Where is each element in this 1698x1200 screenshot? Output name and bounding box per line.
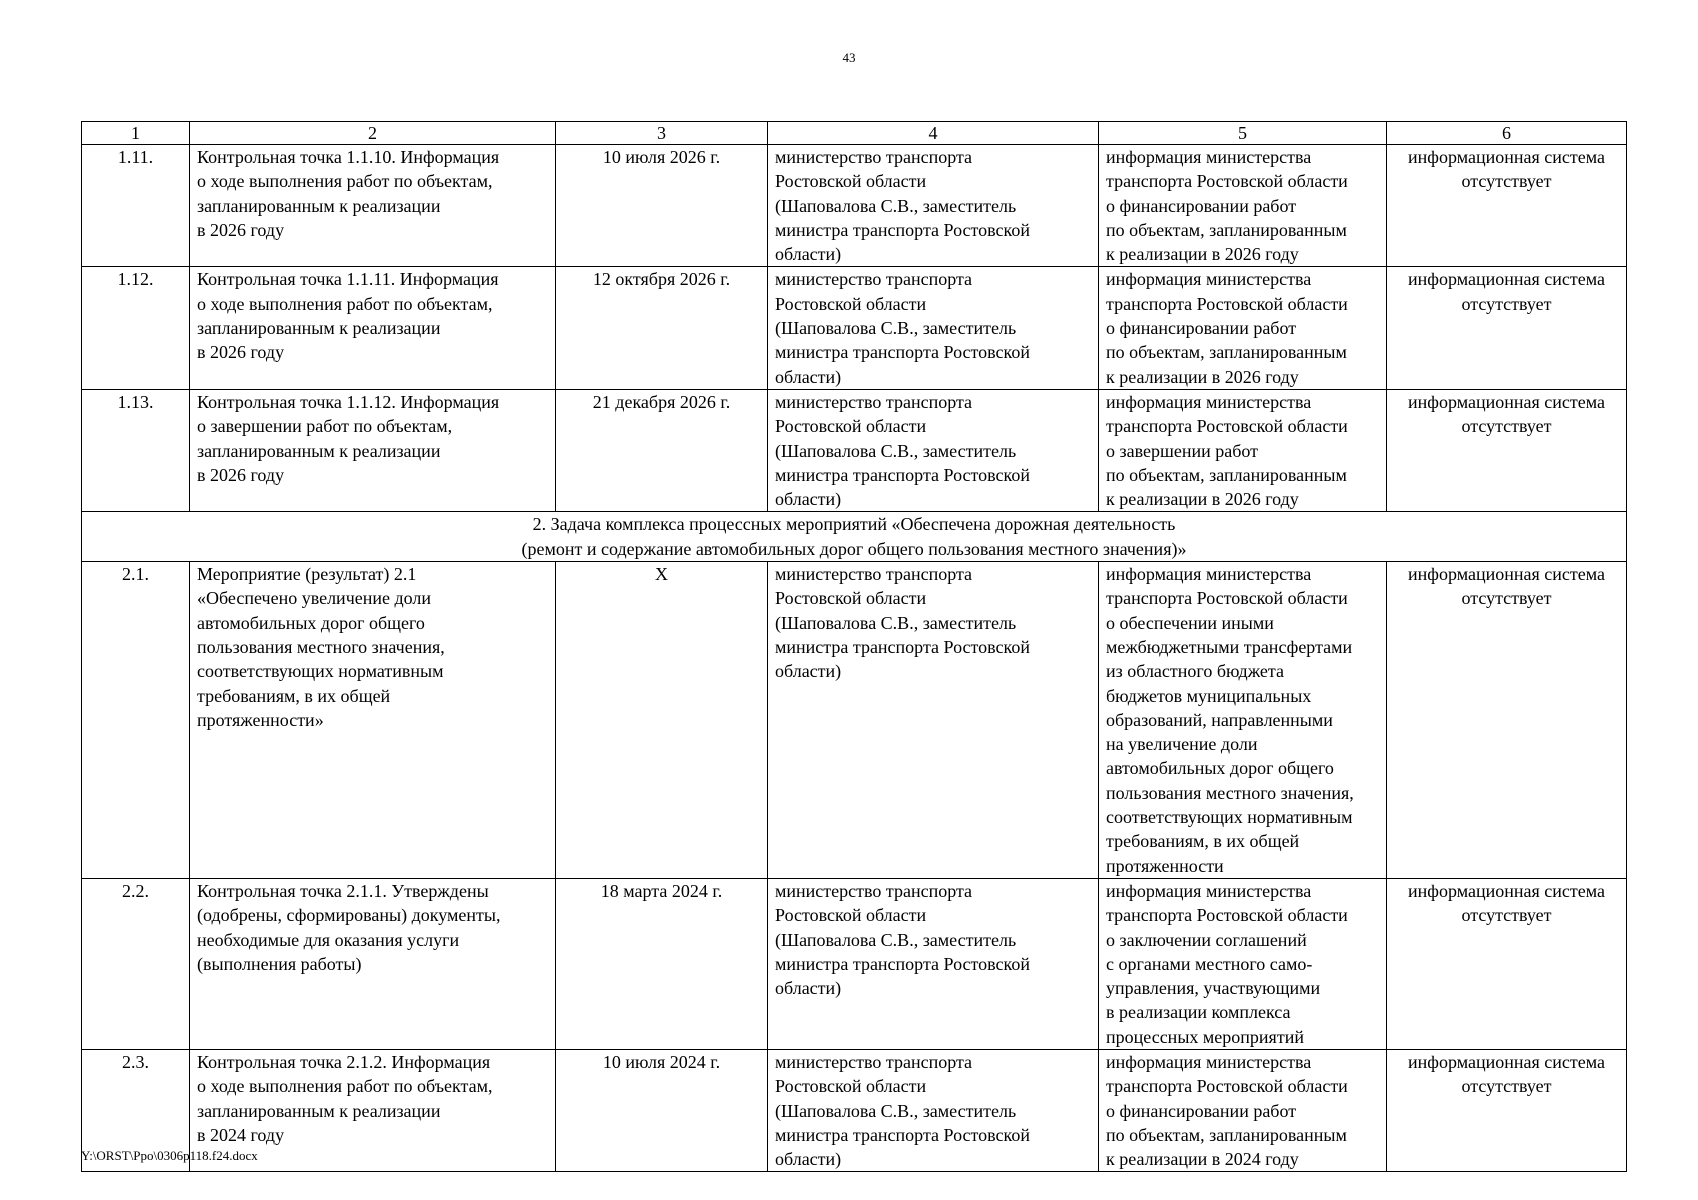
deadline-cell: 18 марта 2024 г. xyxy=(556,878,768,1049)
row-number-cell: 1.13. xyxy=(82,389,190,511)
document-line: транспорта Ростовской области xyxy=(1106,905,1348,926)
information-system-line: отсутствует xyxy=(1461,293,1552,314)
row-number-cell: 1.11. xyxy=(82,145,190,267)
document-cell xyxy=(1099,389,1387,511)
document-line: по объектам, запланированным xyxy=(1106,342,1347,363)
document-line: к реализации в 2026 году xyxy=(1106,366,1299,387)
responsible-line: министерство транспорта xyxy=(775,147,973,167)
column-header: 3 xyxy=(556,122,768,145)
responsible-cell xyxy=(768,267,1099,389)
responsible-cell xyxy=(768,1049,1099,1171)
row-number-cell: 2.2. xyxy=(82,878,190,1049)
responsible-line: министерство транспорта xyxy=(775,1051,973,1072)
responsible-line: Ростовской области xyxy=(775,293,927,314)
document-line: о обеспечении иными xyxy=(1106,612,1274,633)
event-name-line: необходимые для оказания услуги xyxy=(197,929,460,950)
event-name-line: Контрольная точка 2.1.1. Утверждены xyxy=(197,880,489,901)
information-system-cell xyxy=(1387,145,1627,267)
responsible-cell xyxy=(768,562,1099,879)
responsible-line: (Шаповалова С.В., заместитель xyxy=(775,440,1017,461)
deadline-cell: Х xyxy=(556,562,768,879)
responsible-line: (Шаповалова С.В., заместитель xyxy=(775,1100,1017,1121)
event-name-cell xyxy=(190,562,556,879)
document-line: процессных мероприятий xyxy=(1106,1026,1304,1047)
information-system-cell xyxy=(1387,878,1627,1049)
row-number-cell: 2.1. xyxy=(82,562,190,879)
document-line: бюджетов муниципальных xyxy=(1106,685,1312,706)
information-system-line: отсутствует xyxy=(1461,416,1552,437)
document-line: информация министерства xyxy=(1106,1051,1312,1072)
deadline-cell: 21 декабря 2026 г. xyxy=(556,389,768,511)
document-line: информация министерства xyxy=(1106,880,1312,901)
responsible-line: министра транспорта Ростовской xyxy=(775,219,1030,240)
event-name-line: о ходе выполнения работ по объектам, xyxy=(197,1076,493,1097)
document-line: по объектам, запланированным xyxy=(1106,1124,1347,1145)
event-name-line: автомобильных дорог общего xyxy=(197,612,425,633)
document-line: транспорта Ростовской области xyxy=(1106,588,1348,609)
document-line: по объектам, запланированным xyxy=(1106,464,1347,485)
document-line: соответствующих нормативным xyxy=(1106,807,1353,828)
document-line: образований, направленными xyxy=(1106,709,1333,730)
responsible-line: (Шаповалова С.В., заместитель xyxy=(775,612,1017,633)
information-system-line: информационная система xyxy=(1408,391,1605,412)
information-system-line: отсутствует xyxy=(1461,905,1552,926)
event-name-line: требованиям, в их общей xyxy=(197,685,391,706)
event-name-cell xyxy=(190,145,556,267)
event-name-line: Контрольная точка 2.1.2. Информация xyxy=(197,1051,491,1072)
responsible-line: области) xyxy=(775,244,842,265)
responsible-line: министра транспорта Ростовской xyxy=(775,1124,1030,1145)
responsible-line: министерство транспорта xyxy=(775,269,973,290)
table-row xyxy=(82,878,1627,1049)
document-line: транспорта Ростовской области xyxy=(1106,416,1348,437)
column-header: 2 xyxy=(190,122,556,145)
responsible-cell xyxy=(768,145,1099,267)
information-system-cell xyxy=(1387,267,1627,389)
document-line: к реализации в 2026 году xyxy=(1106,244,1299,265)
document-line: транспорта Ростовской области xyxy=(1106,293,1348,314)
document-line: управления, участвующими xyxy=(1106,978,1321,999)
document-line: с органами местного само- xyxy=(1106,953,1313,974)
information-system-line: информационная система xyxy=(1408,269,1605,290)
information-system-line: информационная система xyxy=(1408,564,1605,585)
event-name-line: в 2026 году xyxy=(197,342,285,363)
event-name-line: Контрольная точка 1.1.12. Информация xyxy=(197,391,500,412)
information-system-line: информационная система xyxy=(1408,880,1605,901)
task-heading-line: (ремонт и содержание автомобильных дорог общего пользования местного значения)» xyxy=(521,538,1187,559)
table-row xyxy=(82,145,1627,267)
event-name-line: (одобрены, сформированы) документы, xyxy=(197,905,501,926)
event-name-line: о ходе выполнения работ по объектам, xyxy=(197,293,493,314)
responsible-line: области) xyxy=(775,978,842,999)
table-row xyxy=(82,389,1627,511)
column-header: 4 xyxy=(768,122,1099,145)
responsible-line: (Шаповалова С.В., заместитель xyxy=(775,318,1017,339)
event-name-line: запланированным к реализации xyxy=(197,440,441,461)
responsible-line: области) xyxy=(775,489,842,510)
event-name-line: Контрольная точка 1.1.11. Информация xyxy=(197,269,499,290)
event-name-line: о ходе выполнения работ по объектам, xyxy=(197,171,493,192)
document-line: по объектам, запланированным xyxy=(1106,219,1347,240)
responsible-line: Ростовской области xyxy=(775,588,927,609)
event-name-line: запланированным к реализации xyxy=(197,1100,441,1121)
event-name-line: пользования местного значения, xyxy=(197,636,445,657)
event-name-cell xyxy=(190,878,556,1049)
document-line: информация министерства xyxy=(1106,564,1312,585)
event-name-line: протяженности» xyxy=(197,709,324,730)
rows-before-task xyxy=(82,145,1627,512)
page-number: 43 xyxy=(842,50,856,65)
event-name-line: запланированным к реализации xyxy=(197,195,441,216)
deadline-cell: 10 июля 2026 г. xyxy=(556,145,768,267)
responsible-line: министерство транспорта xyxy=(775,880,973,901)
table-row xyxy=(82,267,1627,389)
information-system-cell xyxy=(1387,562,1627,879)
responsible-cell xyxy=(768,878,1099,1049)
responsible-line: министерство транспорта xyxy=(775,564,973,585)
event-name-cell xyxy=(190,267,556,389)
document-line: в реализации комплекса xyxy=(1106,1002,1291,1023)
table-row xyxy=(82,562,1627,879)
rows-after-task xyxy=(82,562,1627,1172)
event-name-line: в 2026 году xyxy=(197,464,285,485)
column-header: 1 xyxy=(82,122,190,145)
responsible-cell xyxy=(768,389,1099,511)
responsible-line: Ростовской области xyxy=(775,416,927,437)
document-line: из областного бюджета xyxy=(1106,661,1284,682)
event-name-line: Мероприятие (результат) 2.1 xyxy=(197,564,417,585)
document-line: о завершении работ xyxy=(1106,440,1259,461)
responsible-line: Ростовской области xyxy=(775,171,927,192)
document-cell xyxy=(1099,878,1387,1049)
deadline-cell: 12 октября 2026 г. xyxy=(556,267,768,389)
document-line: информация министерства xyxy=(1106,269,1312,290)
responsible-line: Ростовской области xyxy=(775,905,927,926)
document-line: о финансировании работ xyxy=(1106,195,1297,216)
task-heading-row xyxy=(82,512,1627,562)
document-line: транспорта Ростовской области xyxy=(1106,171,1348,192)
responsible-line: министра транспорта Ростовской xyxy=(775,636,1030,657)
document-line: о финансировании работ xyxy=(1106,318,1297,339)
document-cell xyxy=(1099,1049,1387,1171)
column-header: 6 xyxy=(1387,122,1627,145)
event-name-line: в 2024 году xyxy=(197,1124,285,1145)
responsible-line: области) xyxy=(775,661,842,682)
document-line: межбюджетными трансфертами xyxy=(1106,636,1353,657)
document-line: требованиям, в их общей xyxy=(1106,831,1300,852)
task-heading-line: 2. Задача комплекса процессных мероприятий «Обеспечена дорожная деятельность xyxy=(532,514,1176,535)
row-number-cell: 2.3. xyxy=(82,1049,190,1171)
document-line: о заключении соглашений xyxy=(1106,929,1307,950)
file-path-footer: Y:\ORST\Ppo\0306p118.f24.docx xyxy=(81,1148,258,1163)
information-system-cell xyxy=(1387,1049,1627,1171)
task-heading xyxy=(82,512,1627,562)
document-line: к реализации в 2024 году xyxy=(1106,1149,1299,1170)
document-cell xyxy=(1099,562,1387,879)
document-cell xyxy=(1099,145,1387,267)
document-line: на увеличение доли xyxy=(1106,734,1258,755)
document-line: транспорта Ростовской области xyxy=(1106,1076,1348,1097)
event-name-line: запланированным к реализации xyxy=(197,318,441,339)
event-name-line: Контрольная точка 1.1.10. Информация xyxy=(197,147,500,167)
information-system-cell xyxy=(1387,389,1627,511)
responsible-line: Ростовской области xyxy=(775,1076,927,1097)
information-system-line: отсутствует xyxy=(1461,171,1552,192)
information-system-line: информационная система xyxy=(1408,147,1605,167)
column-header: 5 xyxy=(1099,122,1387,145)
document-line: информация министерства xyxy=(1106,147,1312,167)
event-name-line: о завершении работ по объектам, xyxy=(197,416,453,437)
information-system-line: отсутствует xyxy=(1461,1076,1552,1097)
document-line: автомобильных дорог общего xyxy=(1106,758,1334,779)
document-cell xyxy=(1099,267,1387,389)
event-name-line: соответствующих нормативным xyxy=(197,661,444,682)
responsible-line: министерство транспорта xyxy=(775,391,973,412)
responsible-line: министра транспорта Ростовской xyxy=(775,342,1030,363)
document-line: пользования местного значения, xyxy=(1106,782,1354,803)
event-name-line: (выполнения работы) xyxy=(197,953,362,974)
document-line: о финансировании работ xyxy=(1106,1100,1297,1121)
responsible-line: области) xyxy=(775,1149,842,1170)
responsible-line: министра транспорта Ростовской xyxy=(775,464,1030,485)
document-line: информация министерства xyxy=(1106,391,1312,412)
event-name-line: в 2026 году xyxy=(197,219,285,240)
event-name-line: «Обеспечено увеличение доли xyxy=(197,588,432,609)
responsible-line: области) xyxy=(775,366,842,387)
row-number-cell: 1.12. xyxy=(82,267,190,389)
information-system-line: отсутствует xyxy=(1461,588,1552,609)
table-row xyxy=(82,1049,1627,1171)
column-number-row xyxy=(82,122,1627,145)
document-line: протяженности xyxy=(1106,855,1224,876)
responsible-line: (Шаповалова С.В., заместитель xyxy=(775,195,1017,216)
responsible-line: (Шаповалова С.В., заместитель xyxy=(775,929,1017,950)
information-system-line: информационная система xyxy=(1408,1051,1605,1072)
document-line: к реализации в 2026 году xyxy=(1106,489,1299,510)
event-name-cell xyxy=(190,389,556,511)
control-points-table xyxy=(81,121,1627,1172)
deadline-cell: 10 июля 2024 г. xyxy=(556,1049,768,1171)
responsible-line: министра транспорта Ростовской xyxy=(775,953,1030,974)
